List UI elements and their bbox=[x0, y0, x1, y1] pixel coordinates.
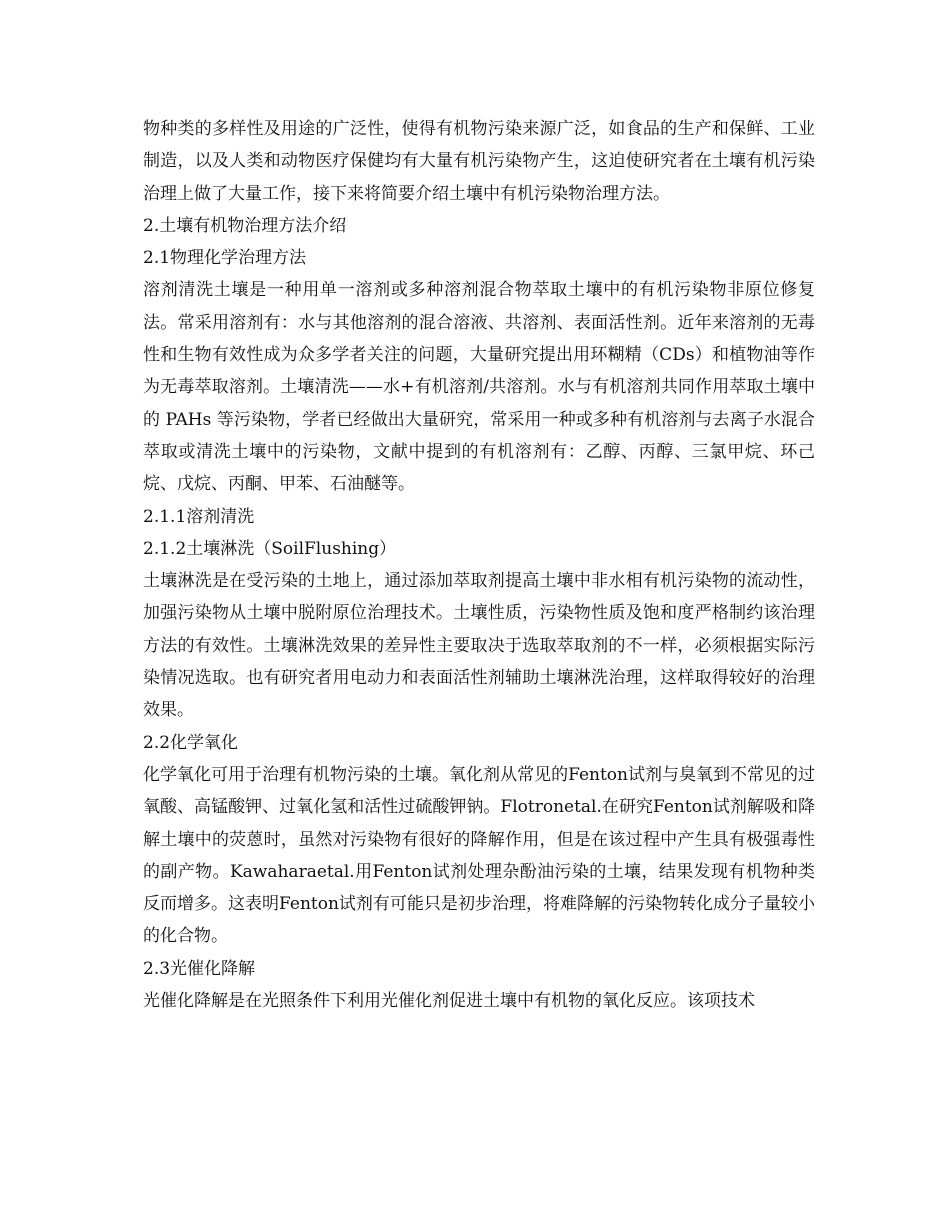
heading-2: 2.土壤有机物治理方法介绍 bbox=[143, 215, 347, 236]
heading-2-2: 2.2化学氧化 bbox=[143, 732, 239, 753]
heading-2-1-2: 2.1.2土壤淋洗（SoilFlushing） bbox=[143, 538, 397, 559]
paragraph-solvent-washing: 溶剂清洗土壤是一种用单一溶剂或多种溶剂混合物萃取土壤中的有机污染物非原位修复法。常采用溶剂有：水与其他溶剂的混合溶液、共溶剂、表面活性剂。近年来溶剂的无毒性和生物有效性成为众多学者关注的问题，大量研究提出用环糊精（CDs）和植物油等作为无毒萃取溶剂。土壤清洗——水+有机溶剂/共溶剂。水与有机溶剂共同作用萃取土壤中的 PAHs 等污染物，学者已经做出大量研究，常采用一种或多种有机溶剂与去离子水混合萃取或清洗土壤中的污染物，文献中提到的有机溶剂有：乙醇、丙醇、三氯甲烷、环己烷、戊烷、丙酮、甲苯、石油醚等。 bbox=[143, 280, 815, 495]
paragraph-soil-flushing: 土壤淋洗是在受污染的土地上，通过添加萃取剂提高土壤中非水相有机污染物的流动性，加强污染物从土壤中脱附原位治理技术。土壤性质，污染物性质及饱和度严格制约该治理方法的有效性。土壤淋洗效果的差异性主要取决于选取萃取剂的不一样，必须根据实际污染情况选取。也有研究者用电动力和表面活性剂辅助土壤淋洗治理，这样取得较好的治理效果。 bbox=[143, 571, 815, 721]
heading-2-3: 2.3光催化降解 bbox=[143, 958, 256, 979]
paragraph-photocatalysis: 光催化降解是在光照条件下利用光催化剂促进土壤中有机物的氧化反应。该项技术 bbox=[143, 991, 755, 1012]
paragraph-chemical-oxidation: 化学氧化可用于治理有机物污染的土壤。氧化剂从常见的Fenton试剂与臭氧到不常见的过氧酸、高锰酸钾、过氧化氢和活性过硫酸钾钠。Flotronetal.在研究Fenton试剂解吸和降解土壤中的荧蒽时，虽然对污染物有很好的降解作用，但是在该过程中产生具有极强毒性的副产物。Kawaharaetal.用Fenton试剂处理杂酚油污染的土壤，结果发现有机物种类反而增多。这表明Fenton试剂有可能只是初步治理，将难降解的污染物转化成分子量较小的化合物。 bbox=[143, 764, 815, 947]
paragraph-intro-continuation: 物种类的多样性及用途的广泛性，使得有机物污染来源广泛，如食品的生产和保鲜、工业制造，以及人类和动物医疗保健均有大量有机污染物产生，这迫使研究者在土壤有机污染治理上做了大量工作，接下来将简要介绍土壤中有机污染物治理方法。 bbox=[143, 119, 815, 204]
heading-2-1: 2.1物理化学治理方法 bbox=[143, 248, 307, 269]
document-body bbox=[143, 113, 815, 1017]
heading-2-1-1: 2.1.1溶剂清洗 bbox=[143, 506, 255, 527]
